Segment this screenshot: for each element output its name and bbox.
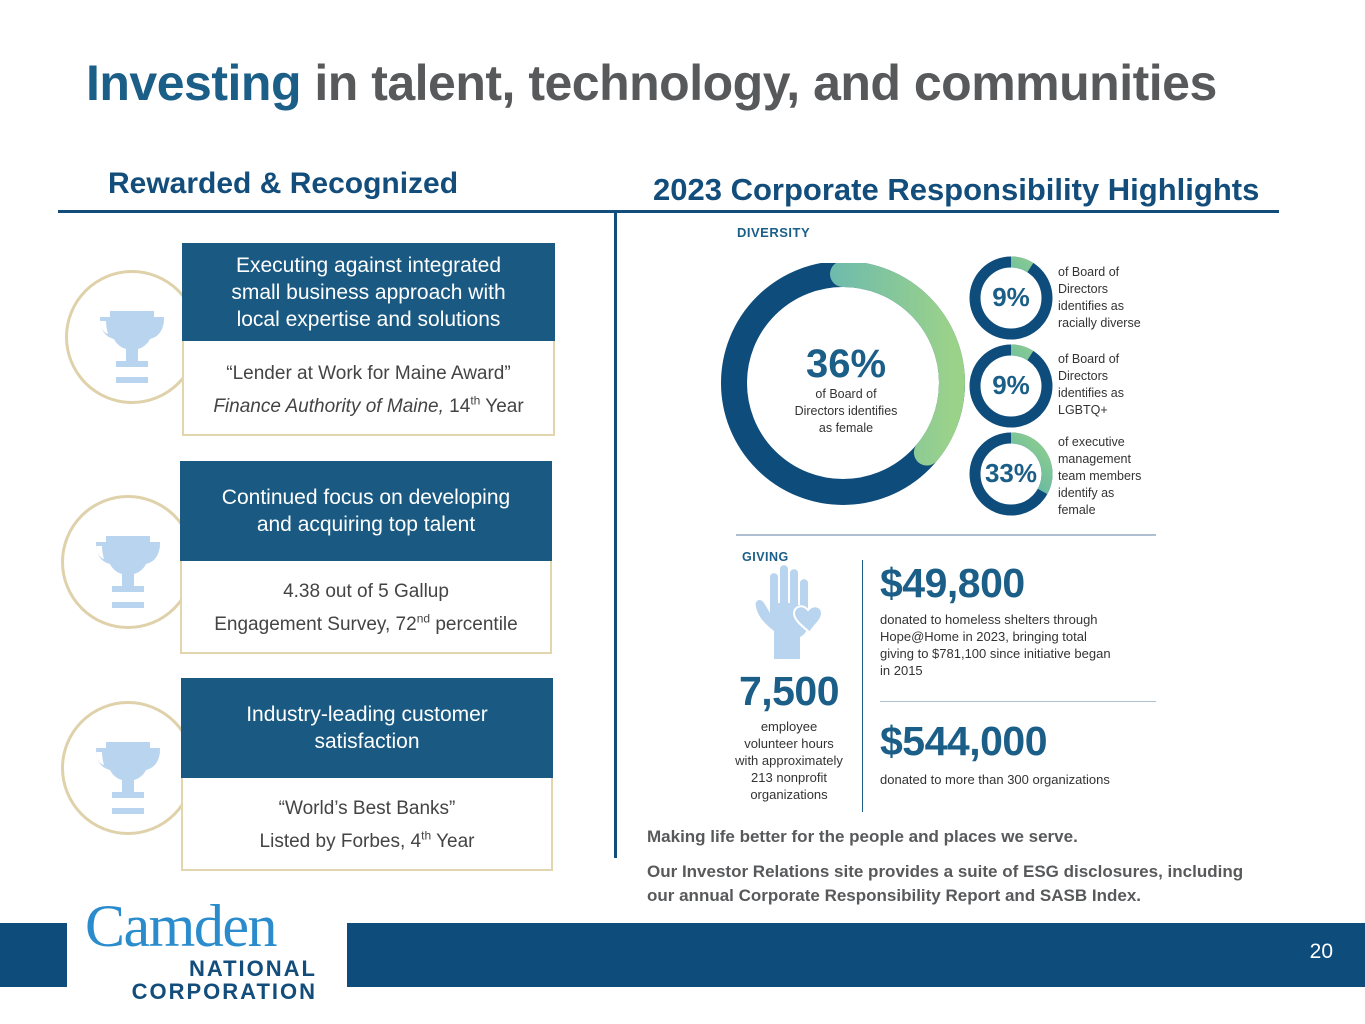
logo-camden: Camden (85, 893, 276, 959)
diversity-label: DIVERSITY (737, 225, 811, 240)
page-number: 20 (1309, 940, 1333, 963)
giving-label: GIVING (742, 550, 789, 564)
logo-national: NATIONAL (188, 956, 317, 981)
right-divider (614, 210, 1279, 213)
shelters-amount: $49,800 (880, 560, 1025, 606)
award-3-circle (61, 701, 195, 835)
giving-vertical-divider (862, 560, 863, 812)
left-divider (58, 210, 616, 213)
volunteer-hours: 7,500 (738, 668, 840, 714)
rewarded-heading: Rewarded & Recognized (108, 167, 459, 200)
award-2-name: 4.38 out of 5 Gallup (283, 581, 449, 602)
award-1-name: “Lender at Work for Maine Award” (226, 363, 511, 384)
volunteer-hours-desc: employee volunteer hours with approximately 213 nonprofit organizations (735, 719, 843, 802)
award-3-headline: Industry-leading customer satisfaction (181, 678, 553, 778)
exec-female-desc: of executive management team members identify as female (1058, 435, 1142, 517)
giving-hand-icon (752, 563, 832, 661)
logo-corporation: CORPORATION (131, 979, 317, 1004)
award-3-details (183, 778, 551, 858)
award-2-card (180, 461, 552, 654)
ir-note: Our Investor Relations site provides a suite of ESG disclosures, including our annual Corporate Responsibility Report and SASB Index. (647, 862, 1244, 905)
award-1-card (182, 243, 555, 436)
female-board-pct: 36% (805, 342, 887, 386)
award-2-headline: Continued focus on developing and acquiring top talent (180, 461, 552, 561)
amount-divider (880, 701, 1156, 702)
female-board-desc: of Board of Directors identifies as female (794, 387, 898, 435)
award-2-circle (61, 495, 195, 629)
diversity-giving-divider (736, 534, 1156, 536)
racial-diversity-pct: 9% (992, 282, 1030, 312)
shelters-desc: donated to homeless shelters through Hope@Home in 2023, bringing total giving to $781,100 since initiative began in 2015 (880, 612, 1111, 678)
award-1-circle (65, 270, 199, 404)
award-3-source: Listed by Forbes, 4th Year (259, 828, 475, 852)
award-2-details (182, 561, 550, 641)
trophy-icon (64, 498, 192, 626)
lgbtq-pct: 9% (992, 370, 1030, 400)
award-3-name: “World’s Best Banks” (278, 798, 456, 819)
award-1-details (184, 341, 553, 423)
organizations-amount: $544,000 (880, 718, 1048, 764)
vertical-divider (614, 211, 617, 858)
company-logo (67, 888, 347, 1024)
title-rest: in talent, technology, and communities (300, 55, 1217, 111)
award-3-card (181, 678, 553, 871)
title-highlight: Investing (86, 55, 301, 111)
award-1-headline: Executing against integrated small business approach with local expertise and solutions (182, 243, 555, 341)
organizations-desc: donated to more than 300 organizations (880, 772, 1110, 787)
award-1-source: Finance Authority of Maine, 14th Year (213, 393, 524, 417)
racial-diversity-desc: of Board of Directors identifies as racially diverse (1058, 265, 1141, 330)
lgbtq-desc: of Board of Directors identifies as LGBTQ+ (1058, 352, 1125, 417)
exec-female-pct: 33% (984, 458, 1038, 488)
trophy-icon (68, 273, 196, 401)
trophy-icon (64, 704, 192, 832)
highlights-heading: 2023 Corporate Responsibility Highlights (653, 172, 1260, 207)
mission-note: Making life better for the people and places we serve. (647, 827, 1078, 846)
award-2-source: Engagement Survey, 72nd percentile (214, 611, 518, 635)
slide-title (86, 54, 1217, 112)
